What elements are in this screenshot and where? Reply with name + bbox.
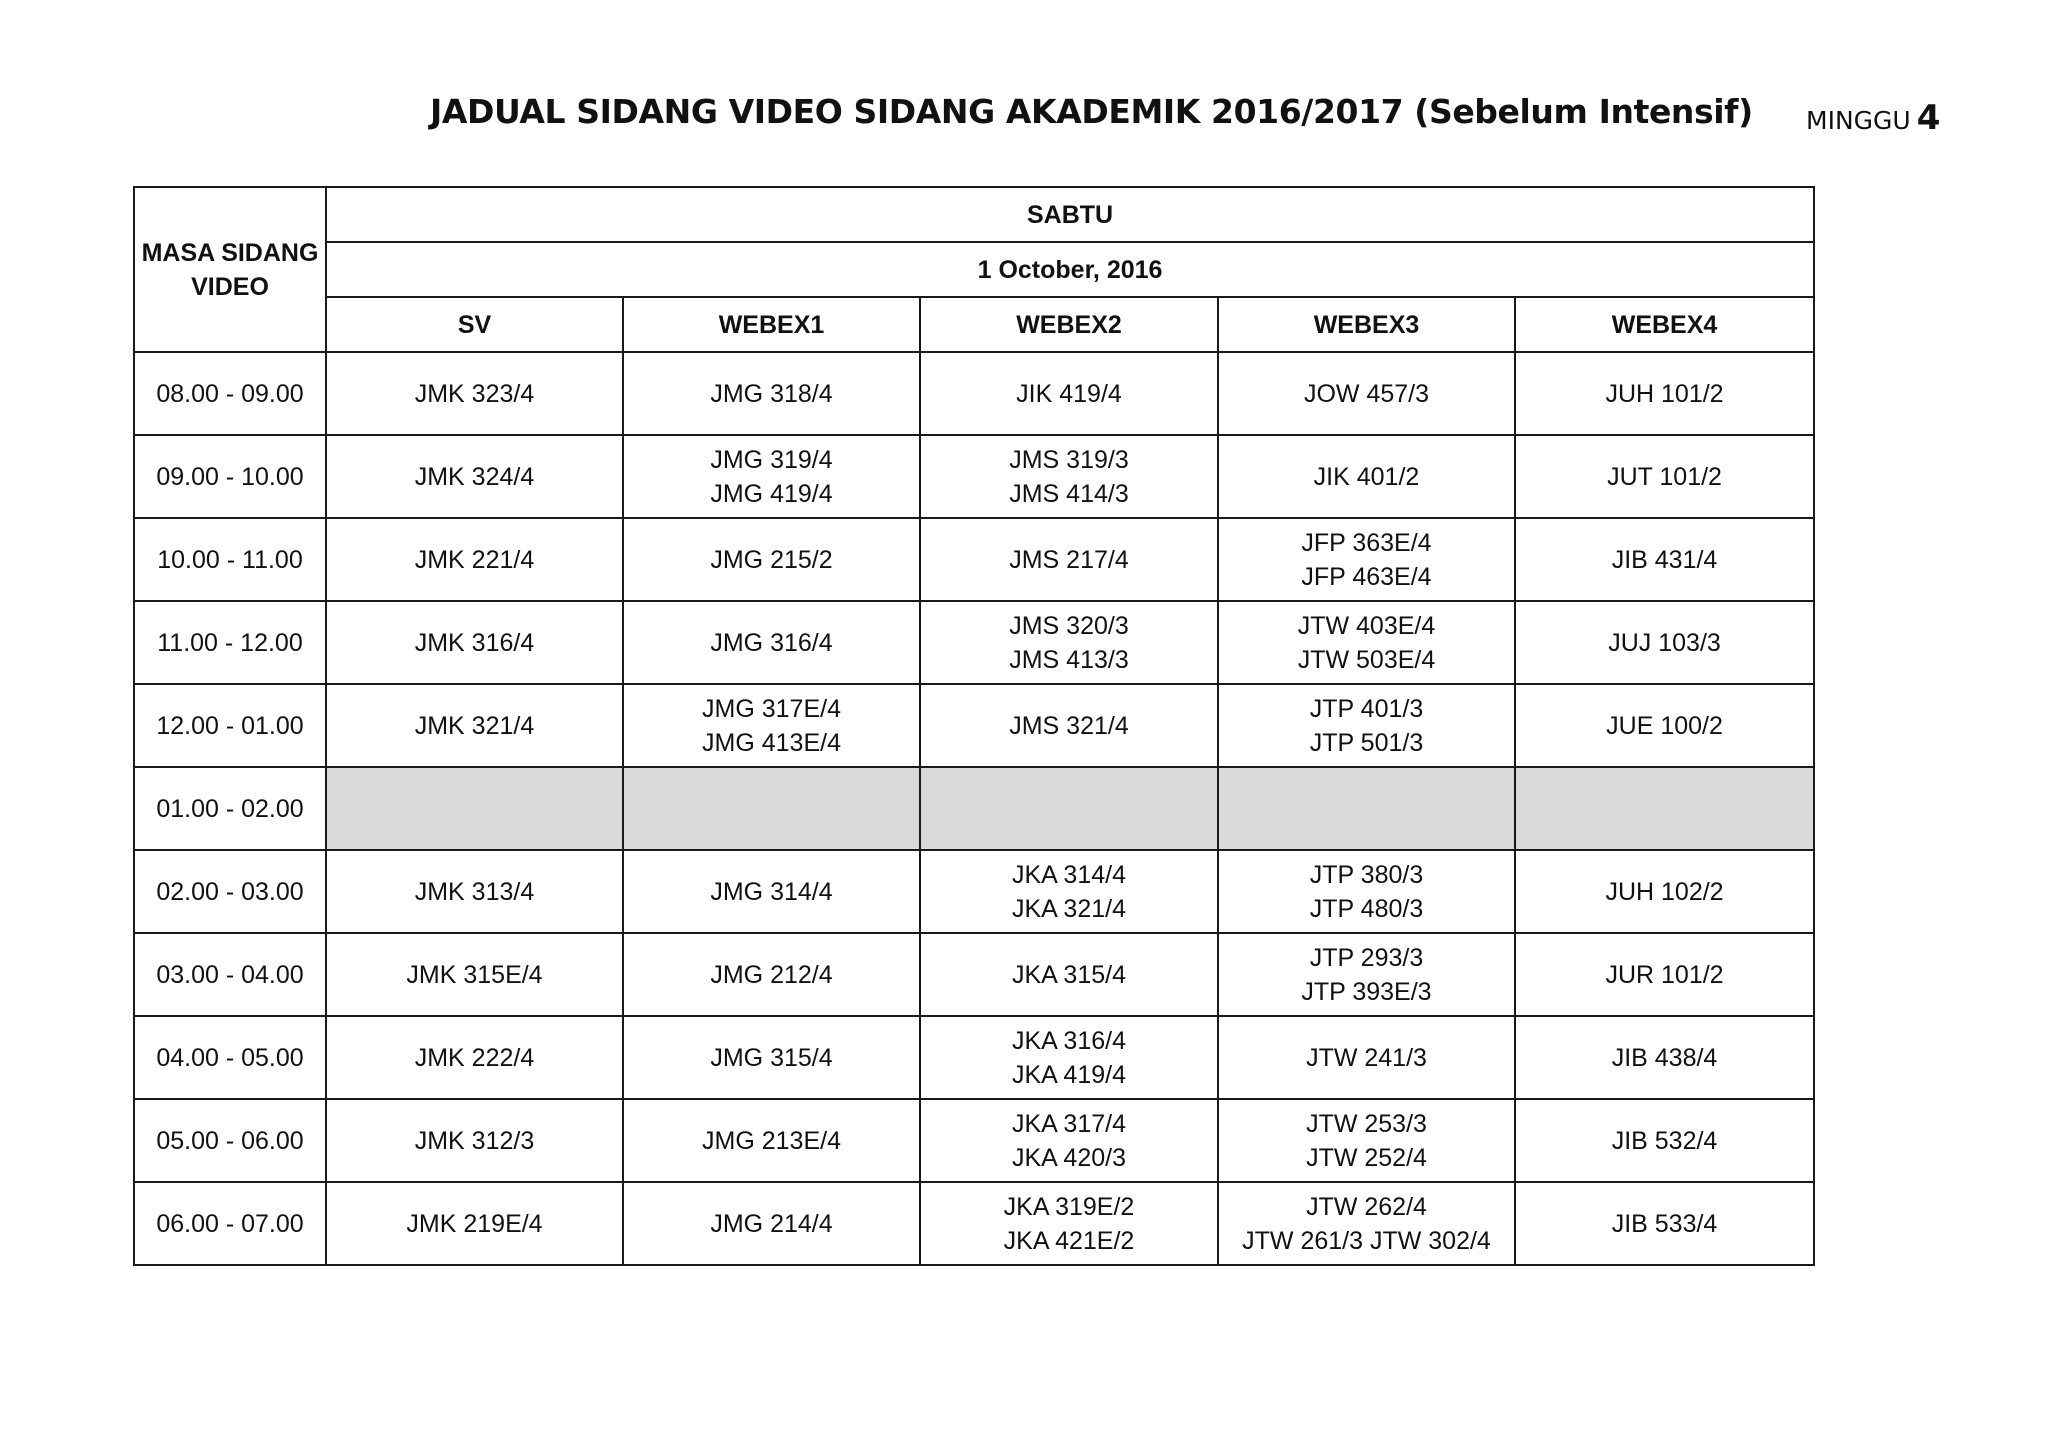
course-code: JUH 101/2 [1605,379,1724,408]
course-code: JUH 102/2 [1605,877,1724,906]
course-code: JKA 317/4 [1012,1109,1126,1138]
course-cell [920,601,1218,684]
table-row [134,933,1814,1016]
course-code: JMK 222/4 [414,1043,535,1072]
course-cell [1218,1182,1515,1265]
course-code: JTP 380/3 [1309,860,1424,889]
course-code: JOW 457/3 [1303,379,1430,408]
masa-header-line1: MASA SIDANG [141,238,319,267]
course-cell [326,601,623,684]
week-indicator [1806,98,1940,138]
course-code: JFP 463E/4 [1301,562,1432,591]
course-code: JMG 214/4 [710,1209,833,1238]
course-code: JKA 314/4 [1012,860,1126,889]
course-code: JMG 419/4 [710,479,833,508]
course-code: JMS 413/3 [1009,645,1129,674]
document-title: JADUAL SIDANG VIDEO SIDANG AKADEMIK 2016/2017 (Sebelum Intensif) [430,92,1753,131]
course-code: JMS 320/3 [1009,611,1129,640]
course-cell [920,352,1218,435]
time-slot-cell: 10.00 - 11.00 [134,518,326,601]
course-cell [1515,1016,1814,1099]
table-row [134,684,1814,767]
time-slot-cell: 08.00 - 09.00 [134,352,326,435]
course-code: JTP 480/3 [1309,894,1424,923]
course-cell [920,518,1218,601]
course-cell [1218,850,1515,933]
table-row [134,1016,1814,1099]
break-cell [1218,767,1515,850]
course-cell [1515,435,1814,518]
time-slot-cell: 12.00 - 01.00 [134,684,326,767]
course-code: JMS 319/3 [1009,445,1129,474]
time-slot-cell: 05.00 - 06.00 [134,1099,326,1182]
course-code: JMG 314/4 [710,877,833,906]
course-code: JUJ 103/3 [1608,628,1721,657]
schedule-body [134,352,1814,1265]
course-code: JMK 323/4 [414,379,535,408]
table-row [134,352,1814,435]
course-code: JKA 419/4 [1012,1060,1126,1089]
course-code: JMK 315E/4 [406,960,543,989]
course-code: JTW 403E/4 [1297,611,1436,640]
course-cell [920,933,1218,1016]
course-code: JMG 215/2 [710,545,833,574]
course-code: JUT 101/2 [1607,462,1722,491]
course-cell [1515,518,1814,601]
time-slot-cell: 01.00 - 02.00 [134,767,326,850]
break-cell [326,767,623,850]
schedule-table [133,186,1815,1266]
course-cell [326,933,623,1016]
course-code: JTP 501/3 [1309,728,1424,757]
course-code: JMK 316/4 [414,628,535,657]
course-cell [1218,1016,1515,1099]
course-cell [1218,352,1515,435]
course-code: JMG 213E/4 [702,1126,841,1155]
course-code: JKA 321/4 [1012,894,1126,923]
break-cell [1515,767,1814,850]
course-cell [623,518,920,601]
course-cell [623,1182,920,1265]
course-cell [920,1099,1218,1182]
course-code: JMG 315/4 [710,1043,833,1072]
course-cell [1515,850,1814,933]
course-code: JMG 317E/4 [702,694,841,723]
course-code: JIB 533/4 [1611,1209,1718,1238]
course-cell [920,850,1218,933]
table-row [134,767,1814,850]
time-slot-cell: 11.00 - 12.00 [134,601,326,684]
course-cell [623,352,920,435]
schedule-header [134,187,1814,352]
course-code: JIB 532/4 [1611,1126,1718,1155]
time-slot-cell: 09.00 - 10.00 [134,435,326,518]
table-row [134,850,1814,933]
week-label: MINGGU [1806,106,1911,135]
course-cell [326,850,623,933]
time-slot-cell: 03.00 - 04.00 [134,933,326,1016]
course-cell [1218,601,1515,684]
course-code: JIK 419/4 [1016,379,1122,408]
course-code: JKA 421E/2 [1003,1226,1135,1255]
course-code: JIK 401/2 [1313,462,1420,491]
course-cell [326,1016,623,1099]
time-slot-cell: 06.00 - 07.00 [134,1182,326,1265]
course-code: JUR 101/2 [1605,960,1724,989]
course-code: JMK 219E/4 [406,1209,543,1238]
course-code: JMK 324/4 [414,462,535,491]
course-code: JTW 241/3 [1306,1043,1427,1072]
course-cell [1218,518,1515,601]
course-cell [1218,435,1515,518]
course-cell [1515,1182,1814,1265]
course-cell [920,435,1218,518]
date-header: 1 October, 2016 [326,242,1814,297]
course-cell [326,1099,623,1182]
course-code: JMK 321/4 [414,711,535,740]
course-cell [1218,933,1515,1016]
course-cell [623,684,920,767]
course-code: JIB 431/4 [1611,545,1718,574]
course-cell [920,1182,1218,1265]
room-header-webex3: WEBEX3 [1218,297,1515,352]
course-cell [326,352,623,435]
course-code: JUE 100/2 [1606,711,1723,740]
room-header-webex1: WEBEX1 [623,297,920,352]
course-cell [623,601,920,684]
course-code: JKA 420/3 [1012,1143,1126,1172]
course-code: JMG 318/4 [710,379,833,408]
course-code: JMS 217/4 [1009,545,1129,574]
course-cell [623,850,920,933]
course-code: JTW 253/3 [1306,1109,1427,1138]
course-code: JTP 401/3 [1309,694,1424,723]
time-slot-cell: 02.00 - 03.00 [134,850,326,933]
course-cell [326,684,623,767]
course-cell [1515,684,1814,767]
course-code: JMK 313/4 [414,877,535,906]
course-code: JIB 438/4 [1611,1043,1718,1072]
course-code: JMG 319/4 [710,445,833,474]
course-code: JTW 262/4 [1306,1192,1427,1221]
course-code: JMG 413E/4 [702,728,841,757]
day-header: SABTU [326,187,1814,242]
course-cell [1218,684,1515,767]
break-cell [920,767,1218,850]
course-cell [623,1016,920,1099]
table-row [134,1099,1814,1182]
course-code: JMS 414/3 [1009,479,1129,508]
course-cell [920,1016,1218,1099]
course-cell [623,435,920,518]
table-row [134,518,1814,601]
time-slot-cell: 04.00 - 05.00 [134,1016,326,1099]
course-cell [326,1182,623,1265]
course-code: JMK 312/3 [414,1126,535,1155]
course-code: JTP 393E/3 [1301,977,1432,1006]
room-header-webex4: WEBEX4 [1515,297,1814,352]
room-header-sv: SV [326,297,623,352]
course-code: JMS 321/4 [1009,711,1129,740]
course-cell [623,1099,920,1182]
course-code: JKA 319E/2 [1003,1192,1135,1221]
course-code: JMK 221/4 [414,545,535,574]
masa-header-line2: VIDEO [191,272,269,301]
course-code: JMG 212/4 [710,960,833,989]
course-code: JMG 316/4 [710,628,833,657]
course-cell [326,518,623,601]
course-code: JKA 316/4 [1012,1026,1126,1055]
course-code: JTW 261/3 JTW 302/4 [1242,1226,1491,1255]
course-cell [1515,601,1814,684]
course-cell [920,684,1218,767]
course-cell [623,933,920,1016]
table-row [134,1182,1814,1265]
course-code: JKA 315/4 [1012,960,1126,989]
masa-header [134,187,326,352]
course-cell [1515,933,1814,1016]
course-code: JTW 252/4 [1306,1143,1427,1172]
course-cell [1515,1099,1814,1182]
table-row [134,435,1814,518]
room-header-webex2: WEBEX2 [920,297,1218,352]
course-cell [326,435,623,518]
course-code: JFP 363E/4 [1301,528,1432,557]
course-code: JTW 503E/4 [1297,645,1436,674]
course-code: JTP 293/3 [1309,943,1424,972]
course-cell [1515,352,1814,435]
course-cell [1218,1099,1515,1182]
week-number: 4 [1916,98,1941,138]
break-cell [623,767,920,850]
table-row [134,601,1814,684]
